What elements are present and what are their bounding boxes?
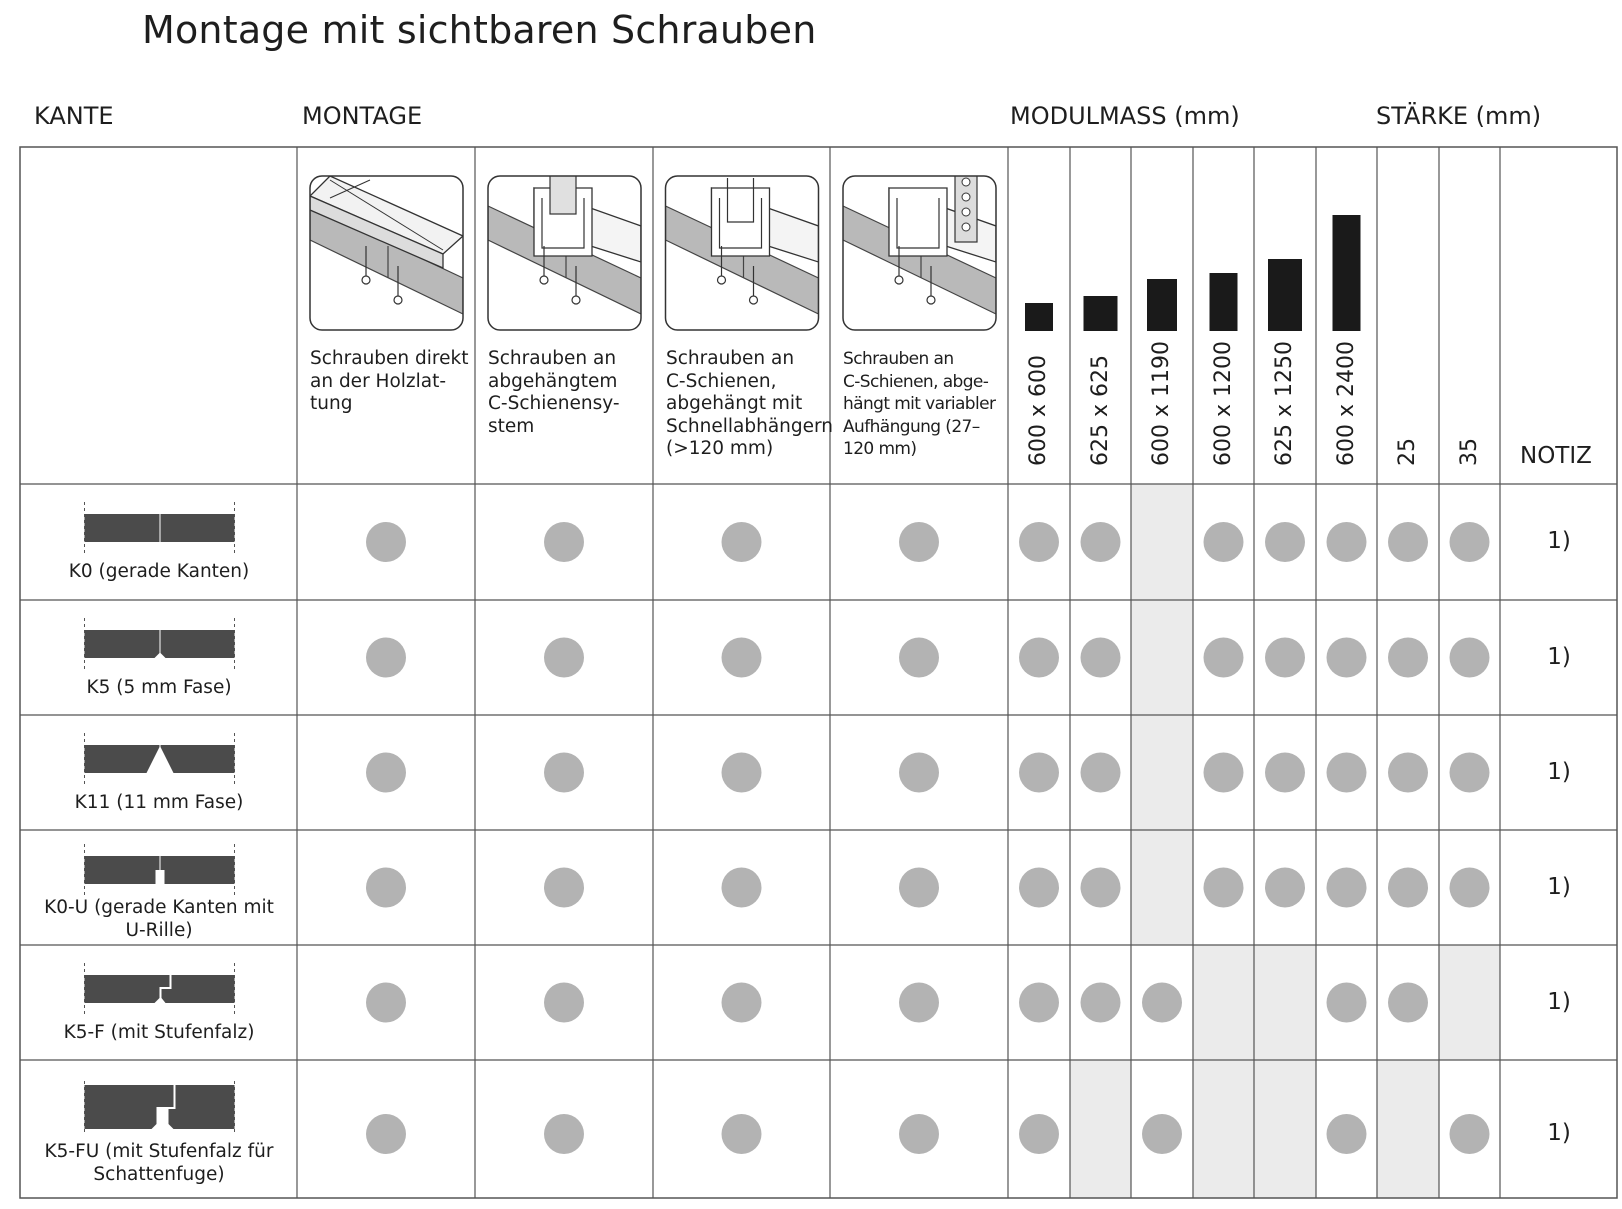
montage-description-line: 120 mm)	[843, 439, 917, 459]
module-size-bar	[1333, 215, 1361, 331]
availability-dot	[544, 753, 584, 793]
availability-dot	[1204, 753, 1244, 793]
wood-batten-mount-icon	[310, 176, 463, 330]
unavailable-cell	[1193, 1060, 1254, 1198]
availability-dot	[1450, 522, 1490, 562]
availability-dot	[366, 753, 406, 793]
availability-dot	[1081, 983, 1121, 1023]
montage-description-line: an der Holzlat-	[310, 370, 447, 392]
montage-description-line: Schrauben an	[666, 348, 795, 369]
edge-type-label: K11 (11 mm Fase)	[74, 792, 244, 813]
montage-description-line: Schrauben an	[843, 349, 954, 369]
c-rail-system-icon	[488, 172, 641, 330]
page-title: Montage mit sichtbaren Schrauben	[142, 8, 817, 52]
unavailable-cell	[1193, 945, 1254, 1060]
availability-dot	[366, 868, 406, 908]
availability-dot	[1265, 638, 1305, 678]
availability-dot	[366, 1114, 406, 1154]
montage-description-line: C-Schienen,	[666, 370, 777, 392]
availability-dot	[1388, 983, 1428, 1023]
availability-dot	[899, 638, 939, 678]
availability-dot	[1142, 1114, 1182, 1154]
availability-dot	[1265, 868, 1305, 908]
availability-dot	[1327, 1114, 1367, 1154]
availability-dot	[366, 522, 406, 562]
module-size-label: 600 x 1200	[1210, 341, 1236, 466]
thickness-label: 25	[1395, 438, 1420, 466]
availability-dot	[1019, 868, 1059, 908]
availability-dot	[722, 868, 762, 908]
availability-dot	[1450, 1114, 1490, 1154]
unavailable-cell	[1070, 1060, 1131, 1198]
availability-dot	[1142, 983, 1182, 1023]
unavailable-cell	[1131, 600, 1193, 715]
availability-dot	[544, 638, 584, 678]
module-size-bar	[1084, 296, 1118, 331]
availability-dot	[899, 868, 939, 908]
montage-description-line: Schrauben an	[488, 348, 617, 369]
c-rail-quick-hanger-icon	[666, 176, 819, 330]
availability-dot	[366, 638, 406, 678]
montage-description-line: Schnellabhängern	[666, 415, 834, 437]
c-rail-variable-hanger-icon	[843, 172, 996, 330]
note-reference: 1)	[1547, 643, 1571, 670]
header-modulmass: MODULMASS (mm)	[1010, 102, 1240, 130]
module-size-label: 625 x 1250	[1272, 341, 1297, 466]
availability-dot	[1327, 868, 1367, 908]
availability-dot	[1388, 522, 1428, 562]
montage-description-line: (>120 mm)	[666, 438, 774, 459]
availability-dot	[722, 753, 762, 793]
availability-dot	[1019, 522, 1059, 562]
module-size-label: 600 x 1190	[1149, 341, 1174, 466]
edge-profile-k5f-icon	[85, 963, 235, 1015]
edge-type-label: K0-U (gerade Kanten mit	[44, 897, 274, 918]
availability-dot	[1081, 868, 1121, 908]
module-size-bar	[1147, 279, 1177, 331]
availability-dot	[1327, 522, 1367, 562]
montage-description-line: C-Schienen, abge-	[843, 371, 989, 392]
edge-profile-k0-icon	[85, 502, 235, 554]
edge-type-label: K5-F (mit Stufenfalz)	[63, 1022, 255, 1043]
availability-dot	[1388, 638, 1428, 678]
availability-dot	[1019, 983, 1059, 1023]
availability-dot	[544, 522, 584, 562]
availability-dot	[544, 983, 584, 1023]
availability-dot	[1081, 638, 1121, 678]
availability-dot	[1204, 522, 1244, 562]
module-size-bar	[1025, 303, 1053, 331]
availability-dot	[1450, 638, 1490, 678]
availability-dot	[1081, 753, 1121, 793]
availability-dot	[1019, 1114, 1059, 1154]
montage-description-line: tung	[310, 393, 353, 414]
montage-description-line: abgehängtem	[488, 370, 618, 392]
montage-description-line: abgehängt mit	[666, 393, 803, 414]
module-size-label: 625 x 625	[1087, 355, 1113, 466]
availability-dot	[1019, 753, 1059, 793]
module-size-bar	[1210, 273, 1238, 331]
montage-description-line: hängt mit variabler	[843, 394, 996, 414]
edge-type-label: K0 (gerade Kanten)	[68, 561, 250, 582]
unavailable-cell	[1377, 1060, 1439, 1198]
availability-dot	[1388, 868, 1428, 908]
header-montage: MONTAGE	[302, 102, 423, 130]
header-notiz: NOTIZ	[1520, 443, 1592, 469]
availability-dot	[1327, 753, 1367, 793]
edge-profile-k5fu-icon	[85, 1081, 235, 1133]
module-size-label: 600 x 2400	[1333, 341, 1359, 466]
availability-dot	[1388, 753, 1428, 793]
header-staerke: STÄRKE (mm)	[1376, 102, 1542, 130]
montage-description-line: Schrauben direkt	[310, 348, 469, 369]
unavailable-cell	[1131, 830, 1193, 945]
edge-profile-k0u-icon	[85, 844, 235, 896]
edge-type-label: K5-FU (mit Stufenfalz für	[44, 1141, 274, 1162]
note-reference: 1)	[1547, 758, 1571, 785]
availability-dot	[1265, 753, 1305, 793]
availability-dot	[1019, 638, 1059, 678]
availability-dot	[1450, 753, 1490, 793]
montage-description-line: stem	[488, 415, 535, 437]
availability-dot	[1450, 868, 1490, 908]
availability-dot	[544, 1114, 584, 1154]
thickness-label: 35	[1456, 438, 1482, 466]
unavailable-cell	[1131, 715, 1193, 830]
note-reference: 1)	[1547, 988, 1571, 1015]
availability-dot	[1204, 638, 1244, 678]
availability-dot	[1327, 983, 1367, 1023]
availability-dot	[899, 522, 939, 562]
availability-dot	[899, 753, 939, 793]
note-reference: 1)	[1547, 528, 1571, 554]
availability-dot	[722, 638, 762, 678]
availability-dot	[544, 868, 584, 908]
availability-dot	[366, 983, 406, 1023]
edge-type-label: U-Rille)	[125, 920, 193, 941]
availability-dot	[1204, 868, 1244, 908]
edge-profile-k11-icon	[85, 733, 235, 785]
montage-description-line: C-Schienensy-	[488, 393, 620, 414]
availability-dot	[1081, 522, 1121, 562]
edge-type-label: Schattenfuge)	[93, 1164, 225, 1185]
edge-type-label: K5 (5 mm Fase)	[86, 677, 232, 698]
availability-dot	[1327, 638, 1367, 678]
module-size-label: 600 x 600	[1026, 355, 1051, 466]
edge-profile-k5-icon	[85, 618, 235, 670]
note-reference: 1)	[1547, 873, 1571, 900]
availability-dot	[722, 522, 762, 562]
availability-dot	[899, 983, 939, 1023]
availability-dot	[899, 1114, 939, 1154]
note-reference: 1)	[1547, 1120, 1571, 1146]
montage-description-line: Aufhängung (27–	[843, 416, 980, 437]
availability-dot	[1265, 522, 1305, 562]
availability-dot	[722, 983, 762, 1023]
unavailable-cell	[1131, 484, 1193, 600]
unavailable-cell	[1254, 1060, 1316, 1198]
header-kante: KANTE	[34, 102, 114, 130]
module-size-bar	[1268, 259, 1302, 331]
unavailable-cell	[1254, 945, 1316, 1060]
unavailable-cell	[1439, 945, 1500, 1060]
availability-dot	[722, 1114, 762, 1154]
